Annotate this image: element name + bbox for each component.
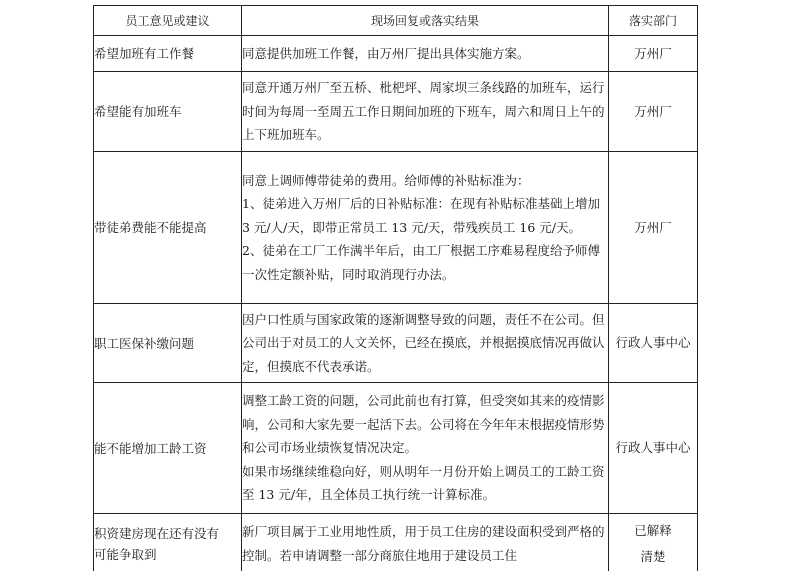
department-cell [609, 383, 698, 514]
suggestion-cell [94, 72, 242, 152]
response-text: 2、徒弟在工厂工作满半年后，由工厂根据工序难易程度给予师傅一次性定额补贴，同时取消现行办法。 [242, 243, 600, 282]
response-cell [242, 152, 609, 304]
department-text: 行政人事中心 [615, 440, 691, 455]
response-text: 1、徒弟进入万州厂后的日补贴标准：在现有补贴标准基础上增加 3 元/人/天，即带正常员工 13 元/天，带残疾员工 16 元/天。 [242, 196, 600, 235]
response-cell [242, 383, 609, 514]
response-cell [242, 36, 609, 72]
header-suggestion: 员工意见或建议 [94, 6, 242, 36]
response-text: 同意开通万州厂至五桥、枇杷坪、周家坝三条线路的加班车，运行时间为每周一至周五工作日期间加班的下班车，周六和周日上午的上下班加班车。 [242, 80, 605, 143]
response-text: 同意提供加班工作餐，由万州厂提出具体实施方案。 [242, 45, 530, 61]
table-row [94, 36, 698, 72]
table-row [94, 514, 698, 571]
response-text: 因户口性质与国家政策的逐渐调整导致的问题，责任不在公司。但公司出于对员工的人文关怀，已经在摸底，并根据摸底情况再做认定，但摸底不代表承诺。 [242, 311, 605, 374]
response-text: 如果市场继续维稳向好，则从明年一月份开始上调员工的工龄工资至 13 元/年，且全体员工执行统一计算标准。 [242, 463, 605, 503]
department-cell [609, 514, 698, 571]
suggestion-text: 职工医保补缴问题 [94, 335, 195, 351]
suggestion-text: 希望加班有工作餐 [94, 46, 195, 61]
department-text: 万州厂 [634, 219, 672, 235]
table-row [94, 304, 698, 383]
department-text: 行政人事中心 [615, 335, 691, 350]
department-text: 万州厂 [634, 45, 672, 61]
response-cell [242, 514, 609, 571]
response-text: 新厂项目属于工业用地性质，用于员工住房的建设面积受到严格的控制。若申请调整一部分商旅住地用于建设员工住 [242, 524, 605, 563]
suggestion-cell [94, 383, 242, 514]
suggestion-text: 可能争取到 [94, 546, 157, 562]
feedback-table [93, 5, 698, 571]
department-cell [609, 304, 698, 383]
department-text: 万州厂 [634, 103, 672, 119]
suggestion-cell [94, 36, 242, 72]
response-cell [242, 72, 609, 152]
department-cell [609, 72, 698, 152]
suggestion-text: 带徒弟费能不能提高 [94, 220, 207, 235]
department-cell [609, 36, 698, 72]
response-text: 同意上调师傅带徒弟的费用。给师傅的补贴标准为： [242, 172, 530, 188]
suggestion-cell [94, 152, 242, 304]
table-header-row [94, 6, 698, 36]
suggestion-cell [94, 514, 242, 571]
department-cell [609, 152, 698, 304]
header-department: 落实部门 [609, 6, 698, 36]
header-response: 现场回复或落实结果 [242, 6, 609, 36]
suggestion-text: 能不能增加工龄工资 [94, 440, 207, 456]
table-row [94, 383, 698, 514]
department-text: 已解释 [634, 522, 672, 538]
department-text: 清楚 [640, 548, 666, 564]
response-text: 调整工龄工资的问题，公司此前也有打算，但受突如其来的疫情影响，公司和大家先要一起活下去。公司将在今年年末根据疫情形势和公司市场业绩恢复情况决定。 [242, 393, 605, 456]
table-row [94, 152, 698, 304]
response-cell [242, 304, 609, 383]
suggestion-text: 积资建房现在还有没有 [94, 525, 220, 541]
table-row [94, 72, 698, 152]
suggestion-text: 希望能有加班车 [94, 104, 182, 119]
suggestion-cell [94, 304, 242, 383]
